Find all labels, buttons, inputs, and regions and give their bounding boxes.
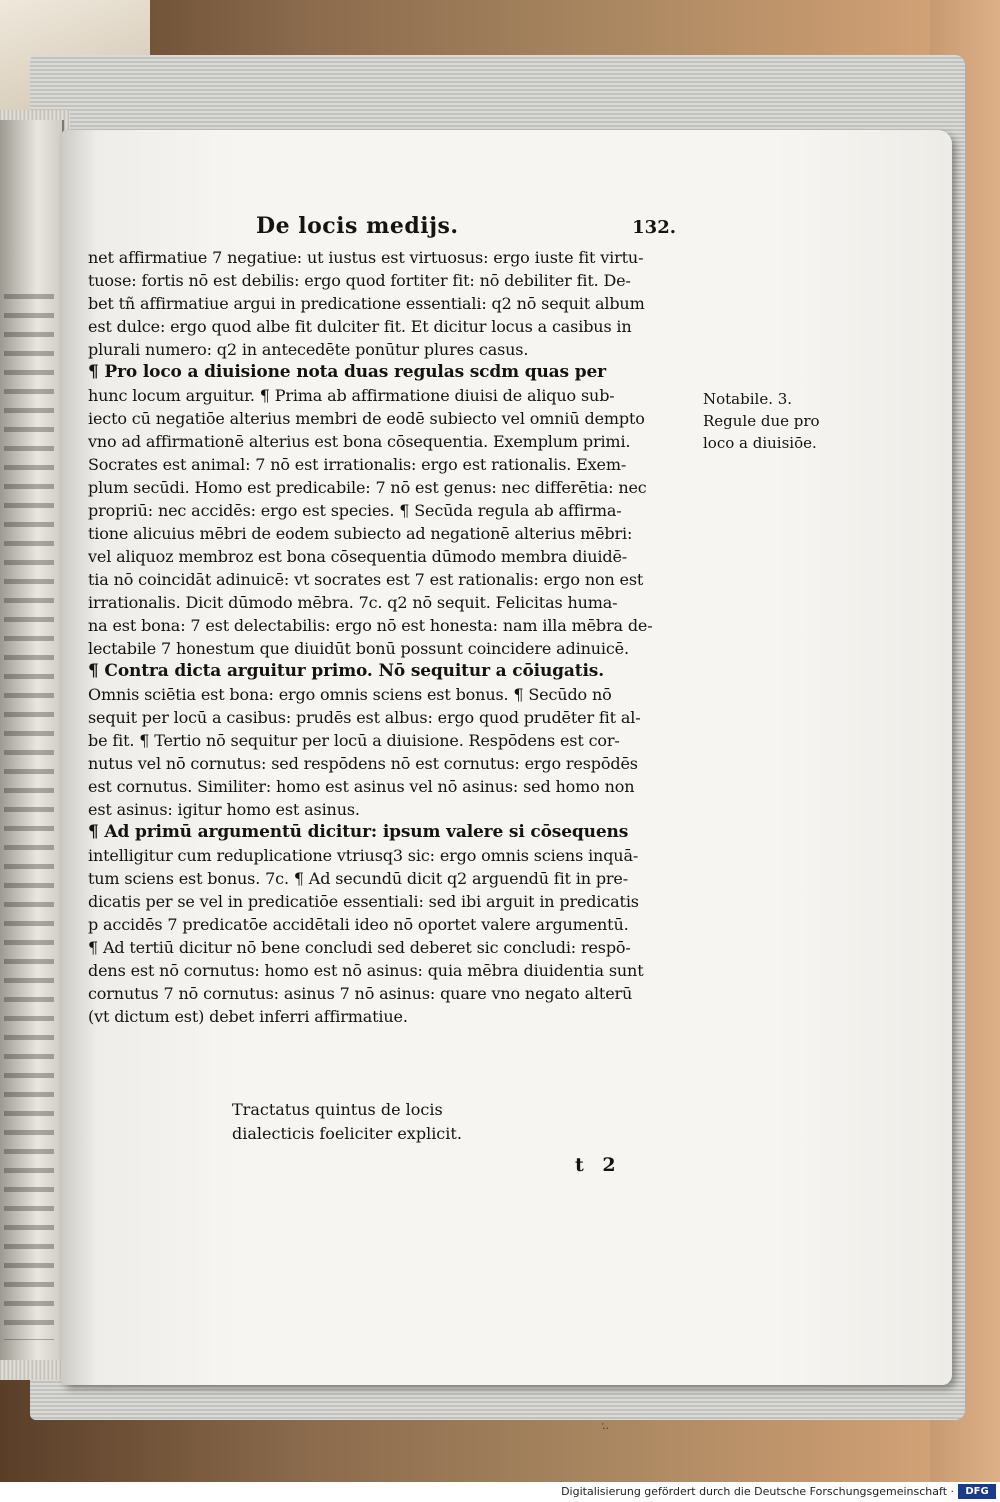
text-line: hunc locum arguitur. ¶ Prima ab affirmatione diuisi de aliquo sub-: [88, 386, 615, 405]
text-line: plurali numero: q2 in antecedēte ponūtur plures casus.: [88, 340, 529, 359]
text-line: (vt dictum est) debet inferri affirmatiue.: [88, 1007, 408, 1026]
left-page: [0, 120, 64, 1360]
dfg-logo: DFG: [958, 1484, 996, 1499]
explicit-line: Tractatus quintus de locis: [232, 1100, 443, 1119]
text-line: p accidēs 7 predicatōe accidētali ideo nō oportet valere argumentū.: [88, 915, 629, 934]
text-line: na est bona: 7 est delectabilis: ergo nō est honesta: nam illa mēbra de-: [88, 616, 653, 635]
text-line: tione alicuius mēbri de eodem subiecto ad negationē alterius mēbri:: [88, 524, 633, 543]
text-line: ¶ Ad tertiū dicitur nō bene concludi sed deberet sic concludi: respō-: [88, 938, 631, 957]
text-line: dicatis per se vel in predicatiōe essentiali: sed ibi arguit in predicatis: [88, 892, 639, 911]
signature-mark: t 2: [575, 1154, 622, 1176]
text-line: intelligitur cum reduplicatione vtriusq3 sic: ergo omnis sciens inquā-: [88, 846, 639, 865]
text-line: iecto cū negatiōe alterius membri de eodē subiecto vel omniū dempto: [88, 409, 645, 428]
text-line: Omnis sciētia est bona: ergo omnis sciens est bonus. ¶ Secūdo nō: [88, 685, 612, 704]
text-line: vno ad affirmationē alterius est bona cōsequentia. Exemplum primi.: [88, 432, 631, 451]
text-line: tia nō coincidāt adinuicē: vt socrates est 7 est rationalis: ergo non est: [88, 570, 644, 589]
text-line: cornutus 7 nō cornutus: asinus 7 nō asinus: quare vno negato alterū: [88, 984, 633, 1003]
text-line: propriū: nec accidēs: ergo est species. ¶ Secūda regula ab affirma-: [88, 501, 622, 520]
text-line: sequit per locū a casibus: prudēs est albus: ergo quod prudēter fit al-: [88, 708, 641, 727]
running-head-title: De locis medijs.: [256, 213, 459, 239]
digitization-footer: [0, 1482, 1000, 1502]
paragraph-heading-line: ¶ Ad primū argumentū dicitur: ipsum valere si cōsequens: [88, 822, 629, 842]
left-page-text-bleed: [4, 280, 54, 1340]
text-line: irrationalis. Dicit dūmodo mēbra. 7c. q2 nō sequit. Felicitas huma-: [88, 593, 618, 612]
text-line: dens est nō cornutus: homo est nō asinus: quia mēbra diuidentia sunt: [88, 961, 644, 980]
funding-credit: Digitalisierung gefördert durch die Deutsche Forschungsgemeinschaft ·: [561, 1485, 954, 1498]
text-line: net affirmatiue 7 negatiue: ut iustus est virtuosus: ergo iuste fit virtu-: [88, 248, 644, 267]
text-line: est dulce: ergo quod albe fit dulciter fit. Et dicitur locus a casibus in: [88, 317, 632, 336]
text-line: be fit. ¶ Tertio nō sequitur per locū a diuisione. Respōdens est cor-: [88, 731, 620, 750]
text-line: est asinus: igitur homo est asinus.: [88, 800, 360, 819]
text-line: plum secūdi. Homo est predicabile: 7 nō est genus: nec differētia: nec: [88, 478, 647, 497]
text-line: Socrates est animal: 7 nō est irrationalis: ergo est rationalis. Exem-: [88, 455, 627, 474]
marginal-note-line: Regule due pro: [703, 412, 820, 430]
marginal-note-line: Notabile. 3.: [703, 390, 793, 408]
text-line: bet tñ affirmatiue argui in predicatione essentiali: q2 nō sequit album: [88, 294, 645, 313]
text-line: nutus vel nō cornutus: sed respōdens nō est cornutus: ergo respōdēs: [88, 754, 638, 773]
folio-number: 132.: [632, 217, 676, 238]
paragraph-heading-line: ¶ Contra dicta arguitur primo. Nō sequitur a cōiugatis.: [88, 661, 604, 681]
paragraph-heading-line: ¶ Pro loco a diuisione nota duas regulas scdm quas per: [88, 362, 606, 382]
running-head: [256, 213, 676, 249]
text-line: tuose: fortis nō est debilis: ergo quod fortiter fit: nō debiliter fit. De-: [88, 271, 631, 290]
explicit-line: dialecticis foeliciter explicit.: [232, 1124, 462, 1143]
text-line: lectabile 7 honestum que diuidūt bonū possunt coincidere adinuicē.: [88, 639, 629, 658]
text-line: vel aliquoz membroz est bona cōsequentia dūmodo membra diuidē-: [88, 547, 628, 566]
marginal-note: [703, 388, 853, 454]
marginal-note-line: loco a diuisiōe.: [703, 434, 817, 452]
text-line: tum sciens est bonus. 7c. ¶ Ad secundū dicit q2 arguendū fit in pre-: [88, 869, 628, 888]
main-text-column: [88, 246, 688, 1028]
explicit-colophon: [232, 1098, 532, 1146]
text-line: est cornutus. Similiter: homo est asinus vel nō asinus: sed homo non: [88, 777, 635, 796]
foot-smudge: ·̇·: [602, 1422, 609, 1435]
